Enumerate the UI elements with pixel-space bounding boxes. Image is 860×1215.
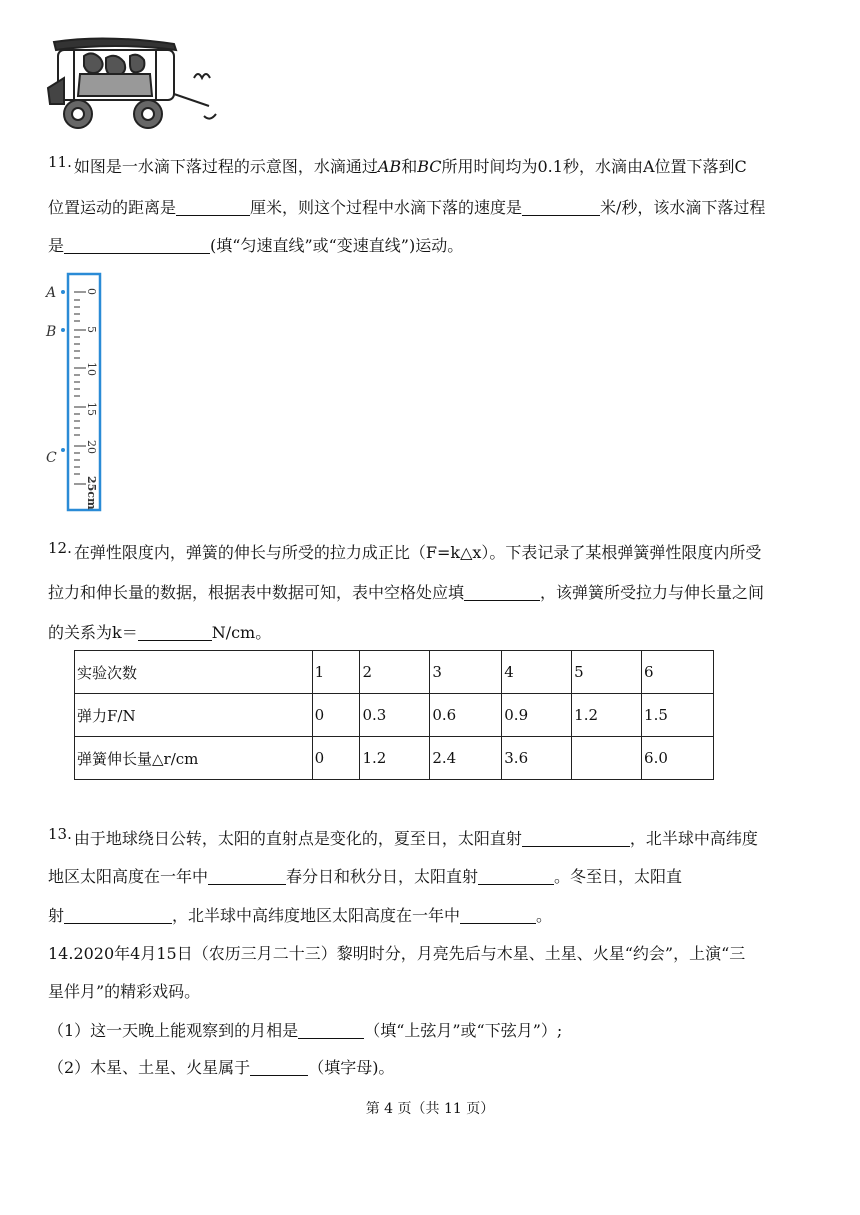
q12-number: 12. — [48, 539, 72, 557]
table-cell: 1.2 — [572, 694, 642, 737]
q13-line1: 13. 由于地球绕日公转，太阳的直射点是变化的，夏至日，太阳直射 ，北半球中高纬度 — [48, 825, 758, 848]
ruler-tick-25cm: 25cm — [85, 476, 98, 510]
answer-blank-motion-type[interactable] — [64, 235, 210, 254]
table-row — [75, 694, 714, 737]
table-row — [75, 737, 714, 780]
table-cell: 弹力F/N — [75, 694, 313, 737]
table-cell: 实验次数 — [75, 651, 313, 694]
segment-ab: AB — [377, 157, 402, 176]
table-cell: 弹簧伸长量△r/cm — [75, 737, 313, 780]
q12-line3: 的关系为k＝ N/cm。 — [48, 623, 272, 642]
table-cell: 0.9 — [502, 694, 572, 737]
ruler-tick-0: 0 — [85, 288, 98, 295]
table-cell: 0 — [312, 694, 360, 737]
ruler-tick-10: 10 — [85, 362, 98, 376]
q14-sub2: （2）木星、土星、火星属于 （填字母)。 — [48, 1058, 395, 1077]
table-cell: 4 — [502, 651, 572, 694]
table-cell: 6 — [642, 651, 714, 694]
table-cell: 1.2 — [360, 737, 430, 780]
q13-number: 13. — [48, 825, 72, 843]
spring-data-table — [74, 650, 714, 780]
q11-line2: 位置运动的距离是 厘米，则这个过程中水滴下落的速度是 米/秒，该水滴下落过程 — [48, 198, 766, 217]
ruler-tick-15: 15 — [85, 402, 98, 416]
answer-blank-winter-solstice[interactable] — [64, 905, 172, 924]
ruler-tick-5: 5 — [85, 326, 98, 333]
table-cell: 0.3 — [360, 694, 430, 737]
q13-line2: 地区太阳高度在一年中 春分日和秋分日，太阳直射 。冬至日，太阳直 — [48, 867, 683, 886]
table-cell: 6.0 — [642, 737, 714, 780]
table-cell: 2 — [360, 651, 430, 694]
table-cell: 1.5 — [642, 694, 714, 737]
q13-line3: 射 ，北半球中高纬度地区太阳高度在一年中 。 — [48, 906, 553, 925]
droplet-point-a — [61, 290, 65, 294]
answer-blank-summer-solstice[interactable] — [522, 828, 630, 847]
q11-number: 11. — [48, 153, 72, 171]
segment-bc: BC — [417, 157, 442, 176]
q11-line3: 是 (填“匀速直线”或“变速直线”)运动。 — [48, 236, 464, 255]
table-cell: 0 — [312, 737, 360, 780]
droplet-point-c — [61, 448, 65, 452]
answer-blank-k-value[interactable] — [138, 622, 212, 641]
q14-sub1: （1）这一天晚上能观察到的月相是 （填“上弦月”或“下弦月”）; — [48, 1021, 563, 1040]
answer-blank-equinox[interactable] — [478, 866, 554, 885]
q12-line2: 拉力和伸长量的数据，根据表中数据可知，表中空格处应填 ，该弹簧所受拉力与伸长量之间 — [48, 583, 765, 602]
point-label-b: B — [46, 324, 57, 340]
answer-blank-moon-phase[interactable] — [298, 1020, 364, 1039]
point-label-a: A — [46, 285, 57, 301]
table-row — [75, 651, 714, 694]
rickshaw-illustration — [44, 34, 224, 134]
table-cell: 3.6 — [502, 737, 572, 780]
table-cell: 2.4 — [430, 737, 502, 780]
table-cell-empty[interactable] — [572, 737, 642, 780]
answer-blank-speed[interactable] — [522, 197, 600, 216]
table-cell: 1 — [312, 651, 360, 694]
answer-blank-sun-height-summer[interactable] — [208, 866, 286, 885]
q14-line2: 星伴月”的精彩戏码。 — [48, 982, 201, 1001]
table-cell: 5 — [572, 651, 642, 694]
q12-line1: 12. 在弹性限度内，弹簧的伸长与所受的拉力成正比（F=k△x）。下表记录了某根弹簧弹性限度内所受 — [48, 539, 762, 562]
answer-blank-distance[interactable] — [176, 197, 250, 216]
point-label-c: C — [46, 450, 57, 466]
q11-line1: 11. 如图是一水滴下落过程的示意图，水滴通过AB和BC所用时间均为0.1秒，水滴由A位置下落到C — [48, 153, 747, 176]
page-footer: 第 4 页（共 11 页） — [365, 1101, 495, 1117]
answer-blank-table-value[interactable] — [464, 582, 540, 601]
droplet-point-b — [61, 328, 65, 332]
ruler-figure — [44, 270, 114, 515]
table-cell: 0.6 — [430, 694, 502, 737]
answer-blank-sun-height-winter[interactable] — [460, 905, 536, 924]
ruler-tick-20: 20 — [85, 440, 98, 454]
table-cell: 3 — [430, 651, 502, 694]
q14-line1: 14.2020年4月15日（农历三月二十三）黎明时分，月亮先后与木星、土星、火星“约会”，上演“三 — [48, 944, 746, 963]
answer-blank-planet-type[interactable] — [250, 1057, 308, 1076]
